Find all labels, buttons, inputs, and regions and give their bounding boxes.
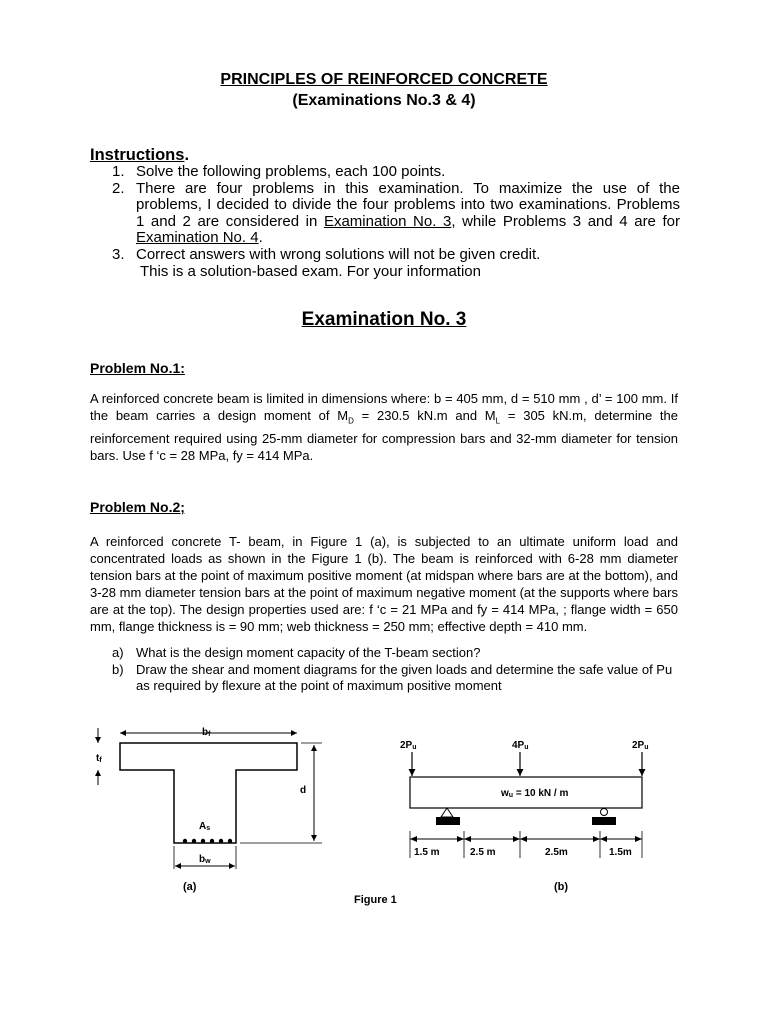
bf-label: bf bbox=[202, 727, 211, 738]
as-label: As bbox=[199, 821, 211, 832]
instructions-heading: Instructions. bbox=[90, 146, 190, 164]
load-right-label: 2Pu bbox=[632, 740, 649, 751]
document-subtitle: (Examinations No.3 & 4) bbox=[292, 92, 476, 109]
problem2-text: A reinforced concrete T- beam, in Figure 1 (a), is subjected to an ultimate uniform load and concentrated loads as shown in the Figure 1 (b). The beam is reinforced with 6-28 mm diameter tension bars at the point of maximum positive moment (at midspan where bars are at the bottom), and 3-28 mm diameter tension bars at the point of maximum negative moment (at the supports where bars are at the top). The design properties used are: f ‘c = 21 MPa and fy = 414 MPa, ; flange width = 650 mm, flange thickness is = 90 mm; web thickness = 250 mm; effective depth = 410 mm. bbox=[90, 534, 678, 634]
problem1-heading: Problem No.1: bbox=[90, 360, 185, 376]
span-label-1: 1.5 m bbox=[414, 847, 440, 858]
uniform-load-label: wu = 10 kN / m bbox=[501, 788, 569, 799]
exam4-reference: Examination No. 4 bbox=[136, 229, 259, 246]
load-mid-label: 4Pu bbox=[512, 740, 529, 751]
figure-label-b: (b) bbox=[554, 881, 569, 893]
pin-support-base bbox=[436, 817, 460, 825]
figure-label-a: (a) bbox=[183, 881, 197, 893]
problem2-heading: Problem No.2; bbox=[90, 499, 185, 515]
list-item: a) What is the design moment capacity of the T-beam section? bbox=[112, 645, 481, 660]
roller-support-base bbox=[592, 817, 616, 825]
bw-label: bw bbox=[199, 854, 211, 865]
load-left-label: 2Pu bbox=[400, 740, 417, 751]
pin-support bbox=[441, 808, 453, 817]
d-label: d bbox=[300, 785, 307, 796]
exam-title: Examination No. 3 bbox=[301, 309, 467, 330]
span-label-2: 2.5 m bbox=[470, 847, 496, 858]
tbeam-section bbox=[96, 727, 322, 893]
span-label-3: 2.5m bbox=[545, 847, 568, 858]
list-item: 1. Solve the following problems, each 100 points. bbox=[112, 163, 446, 180]
list-item: 2. There are four problems in this examination. To maximize the use of the problems, I decided to divide the four problems into two examinations. Problems 1 and 2 are considered in Examination No. 3, while Problems 3 and 4 are for Examination No. 4. bbox=[112, 179, 680, 246]
roller-support bbox=[601, 809, 608, 816]
problem1-text: A reinforced concrete beam is limited in dimensions where: b = 405 mm, d = 510 mm , d’ = 100 mm. If the beam carries a design moment of $M_D = 230.5$ kN.m and $M_L = 305$ kN.m, determine the reinforcement required using 25-mm diameter for compression bars and 32-mm diameter for tension bars. Use f ‘c = 28 MPa, fy = 414 MPa. bbox=[90, 391, 679, 463]
figure-caption: Figure 1 bbox=[354, 894, 397, 906]
exam3-reference: Examination No. 3 bbox=[323, 212, 452, 230]
list-item: b) Draw the shear and moment diagrams for the given loads and determine the safe value of Pu as required by flexure at the point of maximum positive moment bbox=[112, 661, 673, 693]
list-item: 3. Correct answers with wrong solutions will not be given credit. bbox=[112, 245, 541, 263]
beam-loading-diagram bbox=[400, 740, 649, 893]
document-title: PRINCIPLES OF REINFORCED CONCRETE bbox=[220, 71, 548, 88]
tf-label: tf bbox=[96, 753, 102, 764]
instructions-note: This is a solution-based exam. For your information bbox=[140, 263, 481, 280]
span-label-4: 1.5m bbox=[609, 847, 632, 858]
